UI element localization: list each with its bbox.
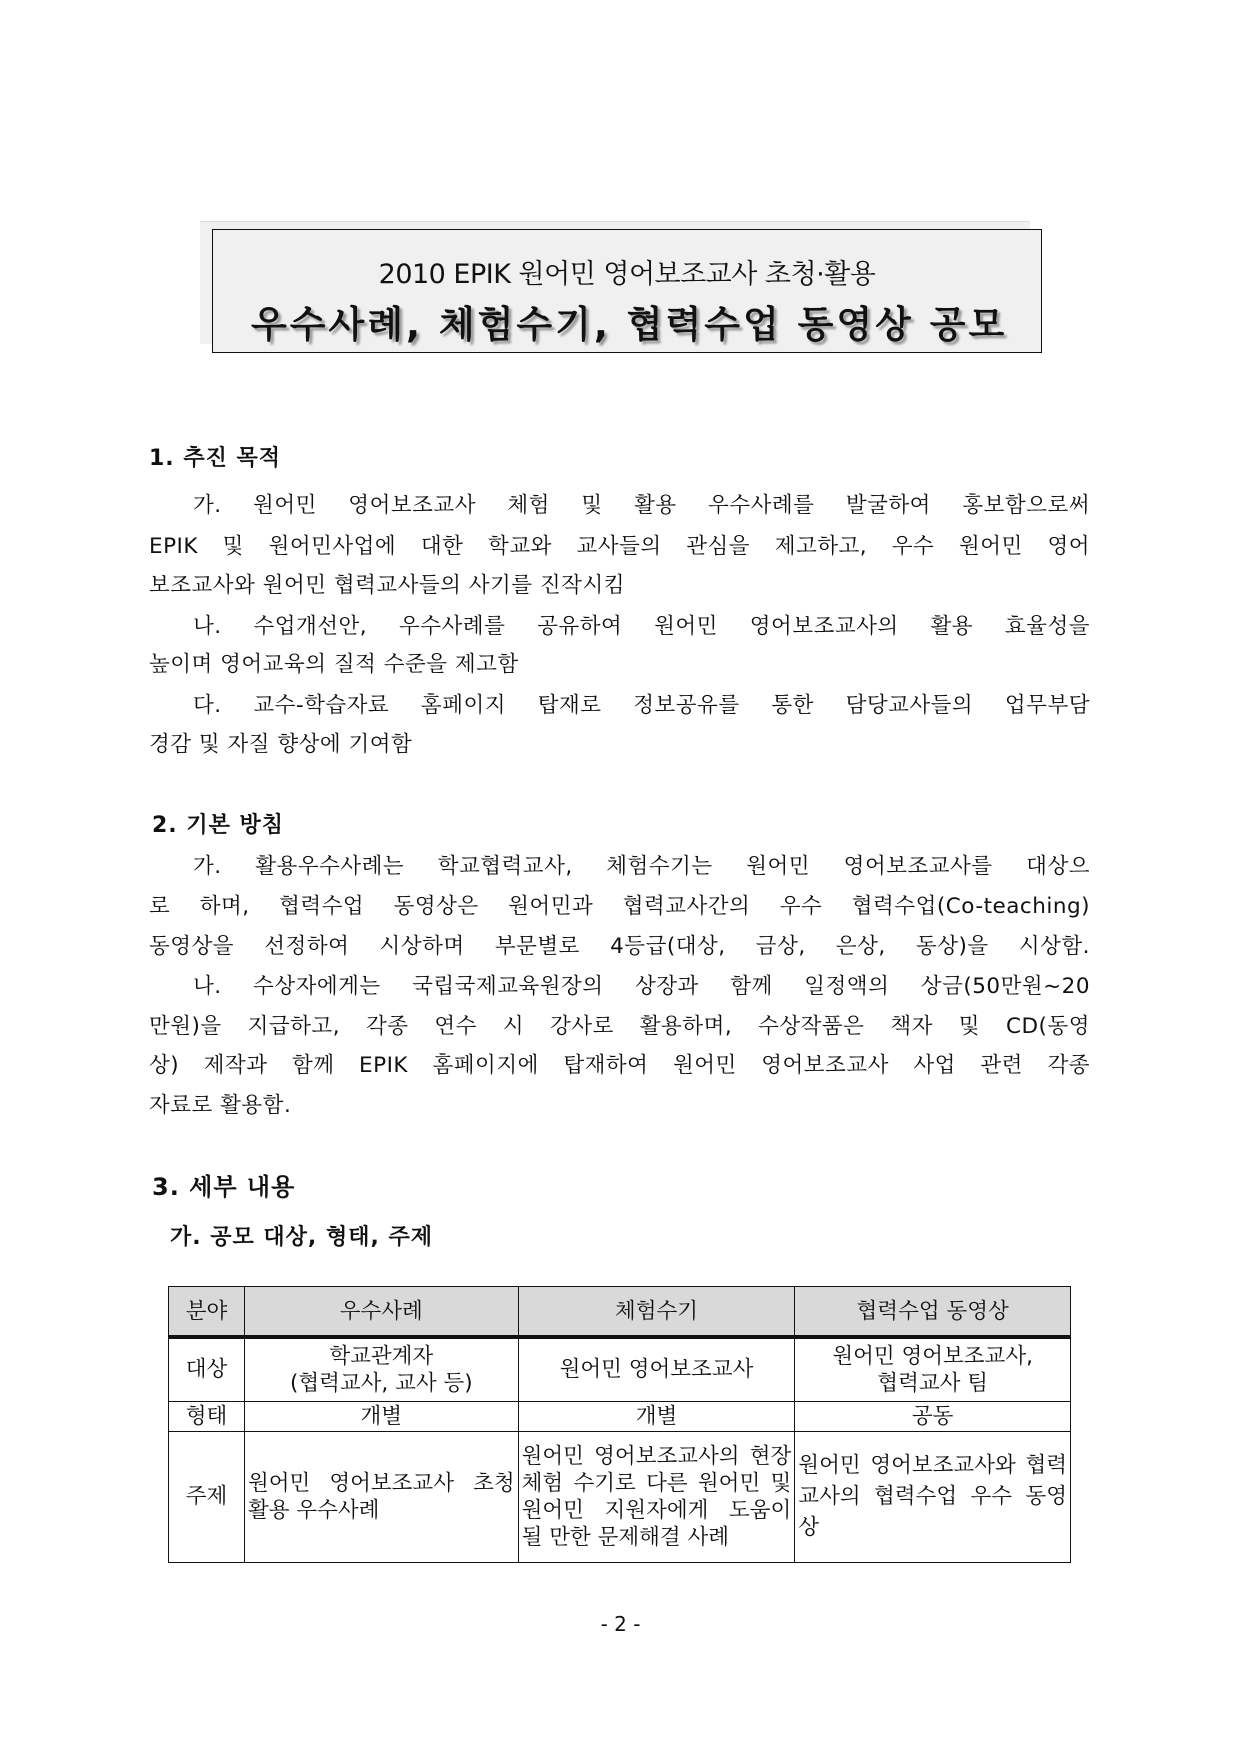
- row-label: 형태: [169, 1401, 245, 1431]
- row-label: 대상: [169, 1337, 245, 1401]
- title-line-2: 우수사례, 체험수기, 협력수업 동영상 공모: [251, 303, 1008, 346]
- table-cell: 원어민 영어보조교사 초청 활용 우수사례: [244, 1431, 518, 1562]
- paragraph-line: 동영상을 선정하여 시상하며 부문별로 4등급(대상, 금상, 은상, 동상)을 시상함.: [149, 934, 1090, 959]
- row-label: 주제: [169, 1431, 245, 1562]
- title-box: [212, 229, 1042, 353]
- header-cell: 체험수기: [518, 1287, 795, 1338]
- paragraph-line: 경감 및 자질 향상에 기여함: [149, 732, 413, 757]
- paragraph-line: 로 하며, 협력수업 동영상은 원어민과 협력교사간의 우수 협력수업(Co-teaching): [149, 894, 1090, 919]
- paragraph-line: 나. 수업개선안, 우수사례를 공유하여 원어민 영어보조교사의 활용 효율성을: [193, 614, 1090, 639]
- table-cell: 원어민 영어보조교사의 현장 체험 수기로 다른 원어민 및 원어민 지원자에게 도움이 될 만한 문제해결 사례: [518, 1431, 795, 1562]
- table-cell: 개별: [244, 1401, 518, 1431]
- header-cell: 우수사례: [244, 1287, 518, 1338]
- table-header-row: [169, 1287, 1071, 1338]
- paragraph-line: 높이며 영어교육의 질적 수준을 제고함: [149, 652, 519, 677]
- title-line-1: 2010 EPIK 원어민 영어보조교사 초청·활용: [378, 259, 876, 290]
- section-2-heading: 2. 기본 방침: [152, 813, 284, 838]
- paragraph-line: 자료로 활용함.: [149, 1093, 292, 1118]
- table-cell: 원어민 영어보조교사, 협력교사 팀: [795, 1337, 1071, 1401]
- paragraph-line: 나. 수상자에게는 국립국제교육원장의 상장과 함께 일정액의 상금(50만원~20: [193, 974, 1090, 999]
- table-row: [169, 1401, 1071, 1431]
- table-row: [169, 1431, 1071, 1562]
- section-3-heading: 3. 세부 내용: [152, 1173, 296, 1201]
- table-cell: 개별: [518, 1401, 795, 1431]
- table-cell: 원어민 영어보조교사: [518, 1337, 795, 1401]
- contest-table: [168, 1286, 1071, 1563]
- paragraph-line: EPIK 및 원어민사업에 대한 학교와 교사들의 관심을 제고하고, 우수 원어민 영어: [149, 534, 1090, 559]
- paragraph-line: 다. 교수-학습자료 홈페이지 탑재로 정보공유를 통한 담당교사들의 업무부담: [193, 693, 1090, 718]
- section-1-heading: 1. 추진 목적: [149, 446, 281, 471]
- paragraph-line: 가. 활용우수사례는 학교협력교사, 체험수기는 원어민 영어보조교사를 대상으: [193, 854, 1090, 879]
- table-cell: 공동: [795, 1401, 1071, 1431]
- header-cell: 협력수업 동영상: [795, 1287, 1071, 1338]
- paragraph-line: 만원)을 지급하고, 각종 연수 시 강사로 활용하며, 수상작품은 책자 및 CD(동영: [149, 1014, 1090, 1039]
- paragraph-line: 가. 원어민 영어보조교사 체험 및 활용 우수사례를 발굴하여 홍보함으로써: [193, 493, 1090, 518]
- table-cell: 원어민 영어보조교사와 협력교사의 협력수업 우수 동영상: [795, 1431, 1071, 1562]
- table-cell: 학교관계자 (협력교사, 교사 등): [244, 1337, 518, 1401]
- subsection-heading: 가. 공모 대상, 형태, 주제: [170, 1225, 433, 1250]
- table-row: [169, 1337, 1071, 1401]
- paragraph-line: 보조교사와 원어민 협력교사들의 사기를 진작시킴: [149, 573, 625, 598]
- paragraph-line: 상) 제작과 함께 EPIK 홈페이지에 탑재하여 원어민 영어보조교사 사업 관련 각종: [149, 1053, 1090, 1078]
- header-cell: 분야: [169, 1287, 245, 1338]
- page-number: - 2 -: [600, 1612, 641, 1636]
